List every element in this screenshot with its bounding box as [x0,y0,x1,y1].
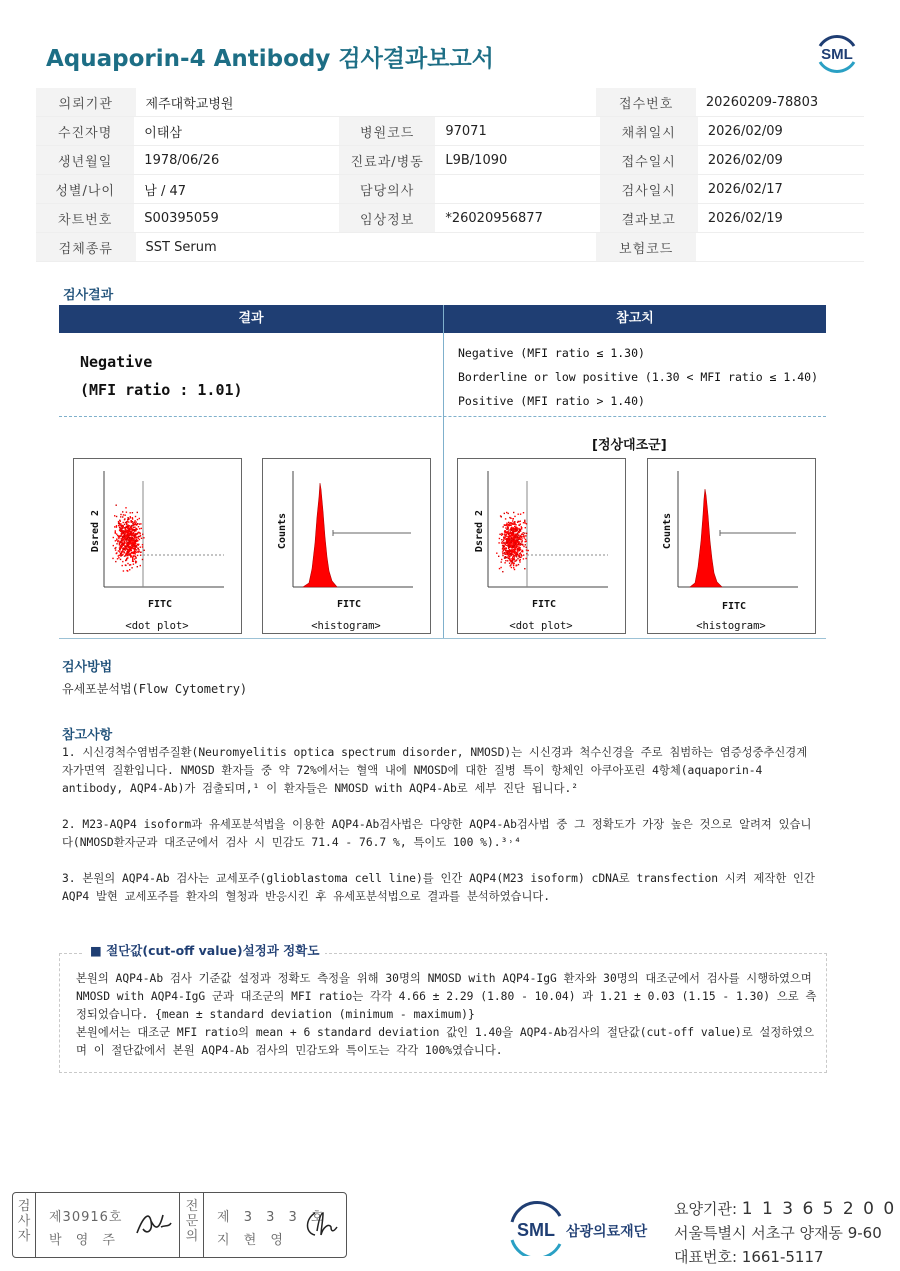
specialist-signature [301,1205,341,1241]
plot-caption: <dot plot> [509,620,573,632]
cutoff-paragraph: 본원의 AQP4-Ab 검사 기준값 설정과 정확도 측정을 위해 30명의 NMOSD with AQP4-IgG 환자와 30명의 대조군에서 검사를 시행하였으며 NMOSD with AQP4-IgG 군과 대조군의 MFI ratio는 각각 4.66 ± 2.29 (1.80 - 10.04) 과 1.21 ± 0.03 (1.15 - 1.30) 으로 측정되었습니다. {mean ± standard deviation (minimum - maximum)} [76,972,817,1021]
results-vertical-divider [443,305,444,638]
result-mfi-ratio: (MFI ratio : 1.01) [80,381,243,399]
signature-box [12,1192,347,1258]
examiner-label: 검사자 [17,1199,31,1244]
specialist-license-no: 제 3 3 3 호 [217,1210,329,1225]
label-birth-date: 생년월일 [36,146,134,174]
info-row [36,117,864,146]
note-item: 3. 본원의 AQP4-Ab 검사는 교세포주(glioblastoma cell line)를 인간 AQP4(M23 isoform) cDNA로 transfection 시켜 제작한 인간 AQP4 발현 교세포주를 환자의 혈청과 반응시킨 후 유세포분석법으로 결과를 분석하였습니다. [62,872,815,903]
note-item: 1. 시신경척수염범주질환(Neuromyelitis optica spectrum disorder, NMOSD)는 시신경과 척수신경을 주로 침범하는 염증성중추신경계 자가면역 질환입니다. NMOSD 환자들 중 약 72%에서는 혈액 내에 NMOSD에 대한 질병 특이 항체인 아쿠아포린 4항체(aquaporin-4 antibody, AQP4-Ab)가 검출되며,¹ 이 환자들은 NMOSD with AQP4-Ab로 세부 진단 됩니다.² [62,746,808,795]
label-receipt-no: 접수번호 [596,88,696,116]
notes-section-title: 참고사항 [62,728,113,743]
plot-ylabel: Dsred 2 [474,509,485,553]
plot-caption: <dot plot> [125,620,189,632]
foundation-contact [674,1197,896,1269]
notes-body [62,744,822,924]
plot-xlabel: FITC [531,599,557,610]
label-hospital-code: 병원코드 [339,117,435,145]
label-patient-name: 수진자명 [36,117,134,145]
plot-caption: <histogram> [311,620,381,632]
plot-xlabel: FITC [147,599,173,610]
ref-positive: Positive (MFI ratio > 1.40) [458,394,645,408]
info-row [36,175,864,204]
cutoff-body [76,970,820,1060]
value-patient-name: 이태삼 [144,125,182,141]
label-test-date: 검사일시 [600,175,698,203]
plot-ylabel: Dsred 2 [90,509,101,553]
value-department: L9B/1090 [445,152,508,168]
value-specimen: SST Serum [145,239,217,255]
label-collection-date: 채취일시 [600,117,698,145]
value-receipt-date: 2026/02/09 [707,152,783,168]
cutoff-paragraph: 본원에서는 대조군 MFI ratio의 mean + 6 standard deviation 값인 1.40을 AQP4-Ab검사의 절단값(cut-off value)로 설정하였으며 이 절단값에서 본원 AQP4-Ab 검사의 민감도와 특이도는 각각 100%였습니다. [76,1026,815,1057]
note-item: 2. M23-AQP4 isoform과 유세포분석법을 이용한 AQP4-Ab검사법은 다양한 AQP4-Ab검사법 중 그 정확도가 가장 높은 것으로 알려져 있습니다(NMOSD환자군과 대조군에서 검사 시 민감도 71.4 - 76.7 %, 특이도 100 %).³˒⁴ [62,818,812,849]
label-department: 진료과/병동 [339,146,435,174]
value-test-date: 2026/02/17 [707,181,783,197]
examiner-name: 박 영 주 [49,1233,120,1248]
result-value [80,348,243,404]
value-requesting-org: 제주대학교병원 [145,96,234,112]
patient-info-table [36,88,864,262]
result-status: Negative [80,353,153,371]
plot-xlabel: FITC [336,599,362,610]
value-hospital-code: 97071 [445,123,487,139]
value-sex-age: 남 / 47 [144,183,187,199]
care-institution-label: 요양기관: [674,1200,738,1218]
logo-text: SML [821,46,853,63]
label-sex-age: 성별/나이 [36,175,134,203]
results-section-title: 검사결과 [63,288,114,303]
foundation-address: 서울특별시 서초구 양재동 9-60 [674,1224,882,1242]
control-histogram [647,458,816,634]
foundation-logo-text: SML [517,1220,555,1240]
plot-ylabel: Counts [662,512,673,550]
ref-negative: Negative (MFI ratio ≤ 1.30) [458,346,645,360]
label-requesting-org: 의뢰기관 [36,88,136,116]
specialist-name: 지 현 영 [217,1233,288,1248]
result-column-header: 결과 [238,311,264,326]
method-body: 유세포분석법(Flow Cytometry) [62,682,248,696]
info-row [36,204,864,233]
ref-borderline: Borderline or low positive (1.30 < MFI ratio ≤ 1.40) [458,370,819,384]
info-row [36,233,864,262]
report-title: Aquaporin-4 Antibody 검사결과보고서 [46,46,494,72]
plot-xlabel: FITC [721,601,747,612]
label-chart-no: 차트번호 [36,204,134,232]
patient-histogram [262,458,431,634]
phone-label: 대표번호: [674,1248,738,1266]
plot-ylabel: Counts [277,512,288,550]
reference-ranges [458,341,818,413]
info-row [36,146,864,175]
patient-dot-plot [73,458,242,634]
label-physician: 담당의사 [339,175,435,203]
control-dot-plot [457,458,626,634]
cutoff-title: ■ 절단값(cut-off value)설정과 정확도 [84,941,325,959]
label-insurance-code: 보험코드 [596,233,696,261]
value-insurance-code [696,233,864,261]
value-chart-no: S00395059 [144,210,219,226]
specialist-label: 전문의 [185,1199,199,1244]
value-receipt-no: 20260209-78803 [705,94,819,110]
label-receipt-date: 접수일시 [600,146,698,174]
normal-control-label: [정상대조군] [592,438,667,453]
value-birth-date: 1978/06/26 [144,152,220,168]
value-clinical-info: *26020956877 [445,210,543,226]
results-dashed-divider [59,416,826,417]
label-specimen: 검체종류 [36,233,136,261]
results-bottom-divider [59,638,826,639]
label-report-date: 결과보고 [600,204,698,232]
plot-caption: <histogram> [696,620,766,632]
examiner-signature [133,1207,175,1241]
foundation-name: 삼광의료재단 [566,1224,648,1240]
value-physician [435,175,599,203]
care-institution-no: 1 1 3 6 5 2 0 0 [741,1199,897,1219]
method-section-title: 검사방법 [62,660,113,675]
foundation-logo [508,1200,668,1260]
info-row [36,88,864,117]
examiner-license-no: 제30916호 [49,1210,123,1225]
value-collection-date: 2026/02/09 [707,123,783,139]
value-report-date: 2026/02/19 [707,210,783,226]
sml-logo-icon [812,28,862,78]
phone-number: 1661-5117 [741,1248,824,1266]
reference-column-header: 참고치 [616,311,654,326]
label-clinical-info: 임상정보 [339,204,435,232]
